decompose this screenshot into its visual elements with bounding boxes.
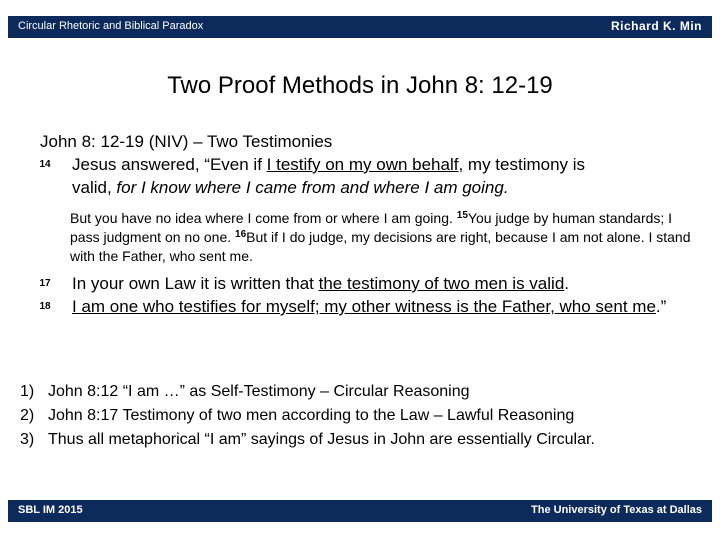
list-item-index: 3) [20, 431, 35, 448]
list-item [20, 380, 710, 404]
list-item-index: 2) [20, 407, 35, 424]
verse-14-underlined: I testify on my own behalf, [266, 155, 464, 174]
verse-18-underlined: I am one who testifies for myself; my other witness is the Father, who sent me [72, 297, 656, 316]
header-bar [8, 16, 712, 38]
verse-17 [40, 272, 700, 295]
verse-15-text: You judge by human standards; I pass judgment on no one. [70, 210, 673, 245]
verse-14-text-c: valid, [72, 178, 117, 197]
slide-title: Two Proof Methods in John 8: 12-19 [167, 72, 553, 99]
verse-number-14: 14 [39, 159, 51, 170]
verse-14-italic: for I know where I came from and where I am going. [116, 178, 509, 197]
verses-14-16-small [40, 209, 700, 266]
points-list [20, 380, 710, 452]
verse-17-underlined: the testimony of two men is valid [318, 274, 565, 293]
verse-14-text-b: my testimony is [463, 155, 586, 174]
verse-14 [40, 153, 700, 199]
presentation-title: Circular Rhetoric and Biblical Paradox [18, 20, 204, 32]
verse-14-small-text: But you have no idea where I come from or where I am going. [70, 210, 453, 226]
scripture-passage [40, 130, 700, 318]
author-name: Richard K. Min [610, 19, 702, 33]
verse-18 [40, 295, 700, 318]
list-item-text: John 8:12 “I am …” as Self-Testimony – Circular Reasoning [48, 383, 470, 400]
passage-heading: John 8: 12-19 (NIV) – Two Testimonies [40, 132, 333, 151]
verse-18-text-b: .” [655, 297, 667, 316]
verse-16-text: But if I do judge, my decisions are right, because I am not alone. I stand with the Father, who sent me. [70, 229, 691, 264]
list-item [20, 428, 710, 452]
verse-number-16: 16 [235, 229, 247, 240]
conference-label: SBL IM 2015 [18, 504, 83, 516]
institution-label: The University of Texas at Dallas [531, 504, 702, 516]
list-item-text: Thus all metaphorical “I am” sayings of Jesus in John are essentially Circular. [48, 431, 595, 448]
verse-number-18: 18 [39, 301, 51, 312]
verse-17-text-b: . [564, 274, 570, 293]
list-item [20, 404, 710, 428]
footer-bar [8, 500, 712, 522]
verse-17-text-a: In your own Law it is written that [72, 274, 319, 293]
verse-14-text-a: Jesus answered, “Even if [72, 155, 267, 174]
list-item-index: 1) [20, 383, 35, 400]
list-item-text: John 8:17 Testimony of two men according to the Law – Lawful Reasoning [48, 407, 575, 424]
verse-number-17: 17 [39, 278, 51, 289]
verse-number-15: 15 [456, 210, 468, 221]
